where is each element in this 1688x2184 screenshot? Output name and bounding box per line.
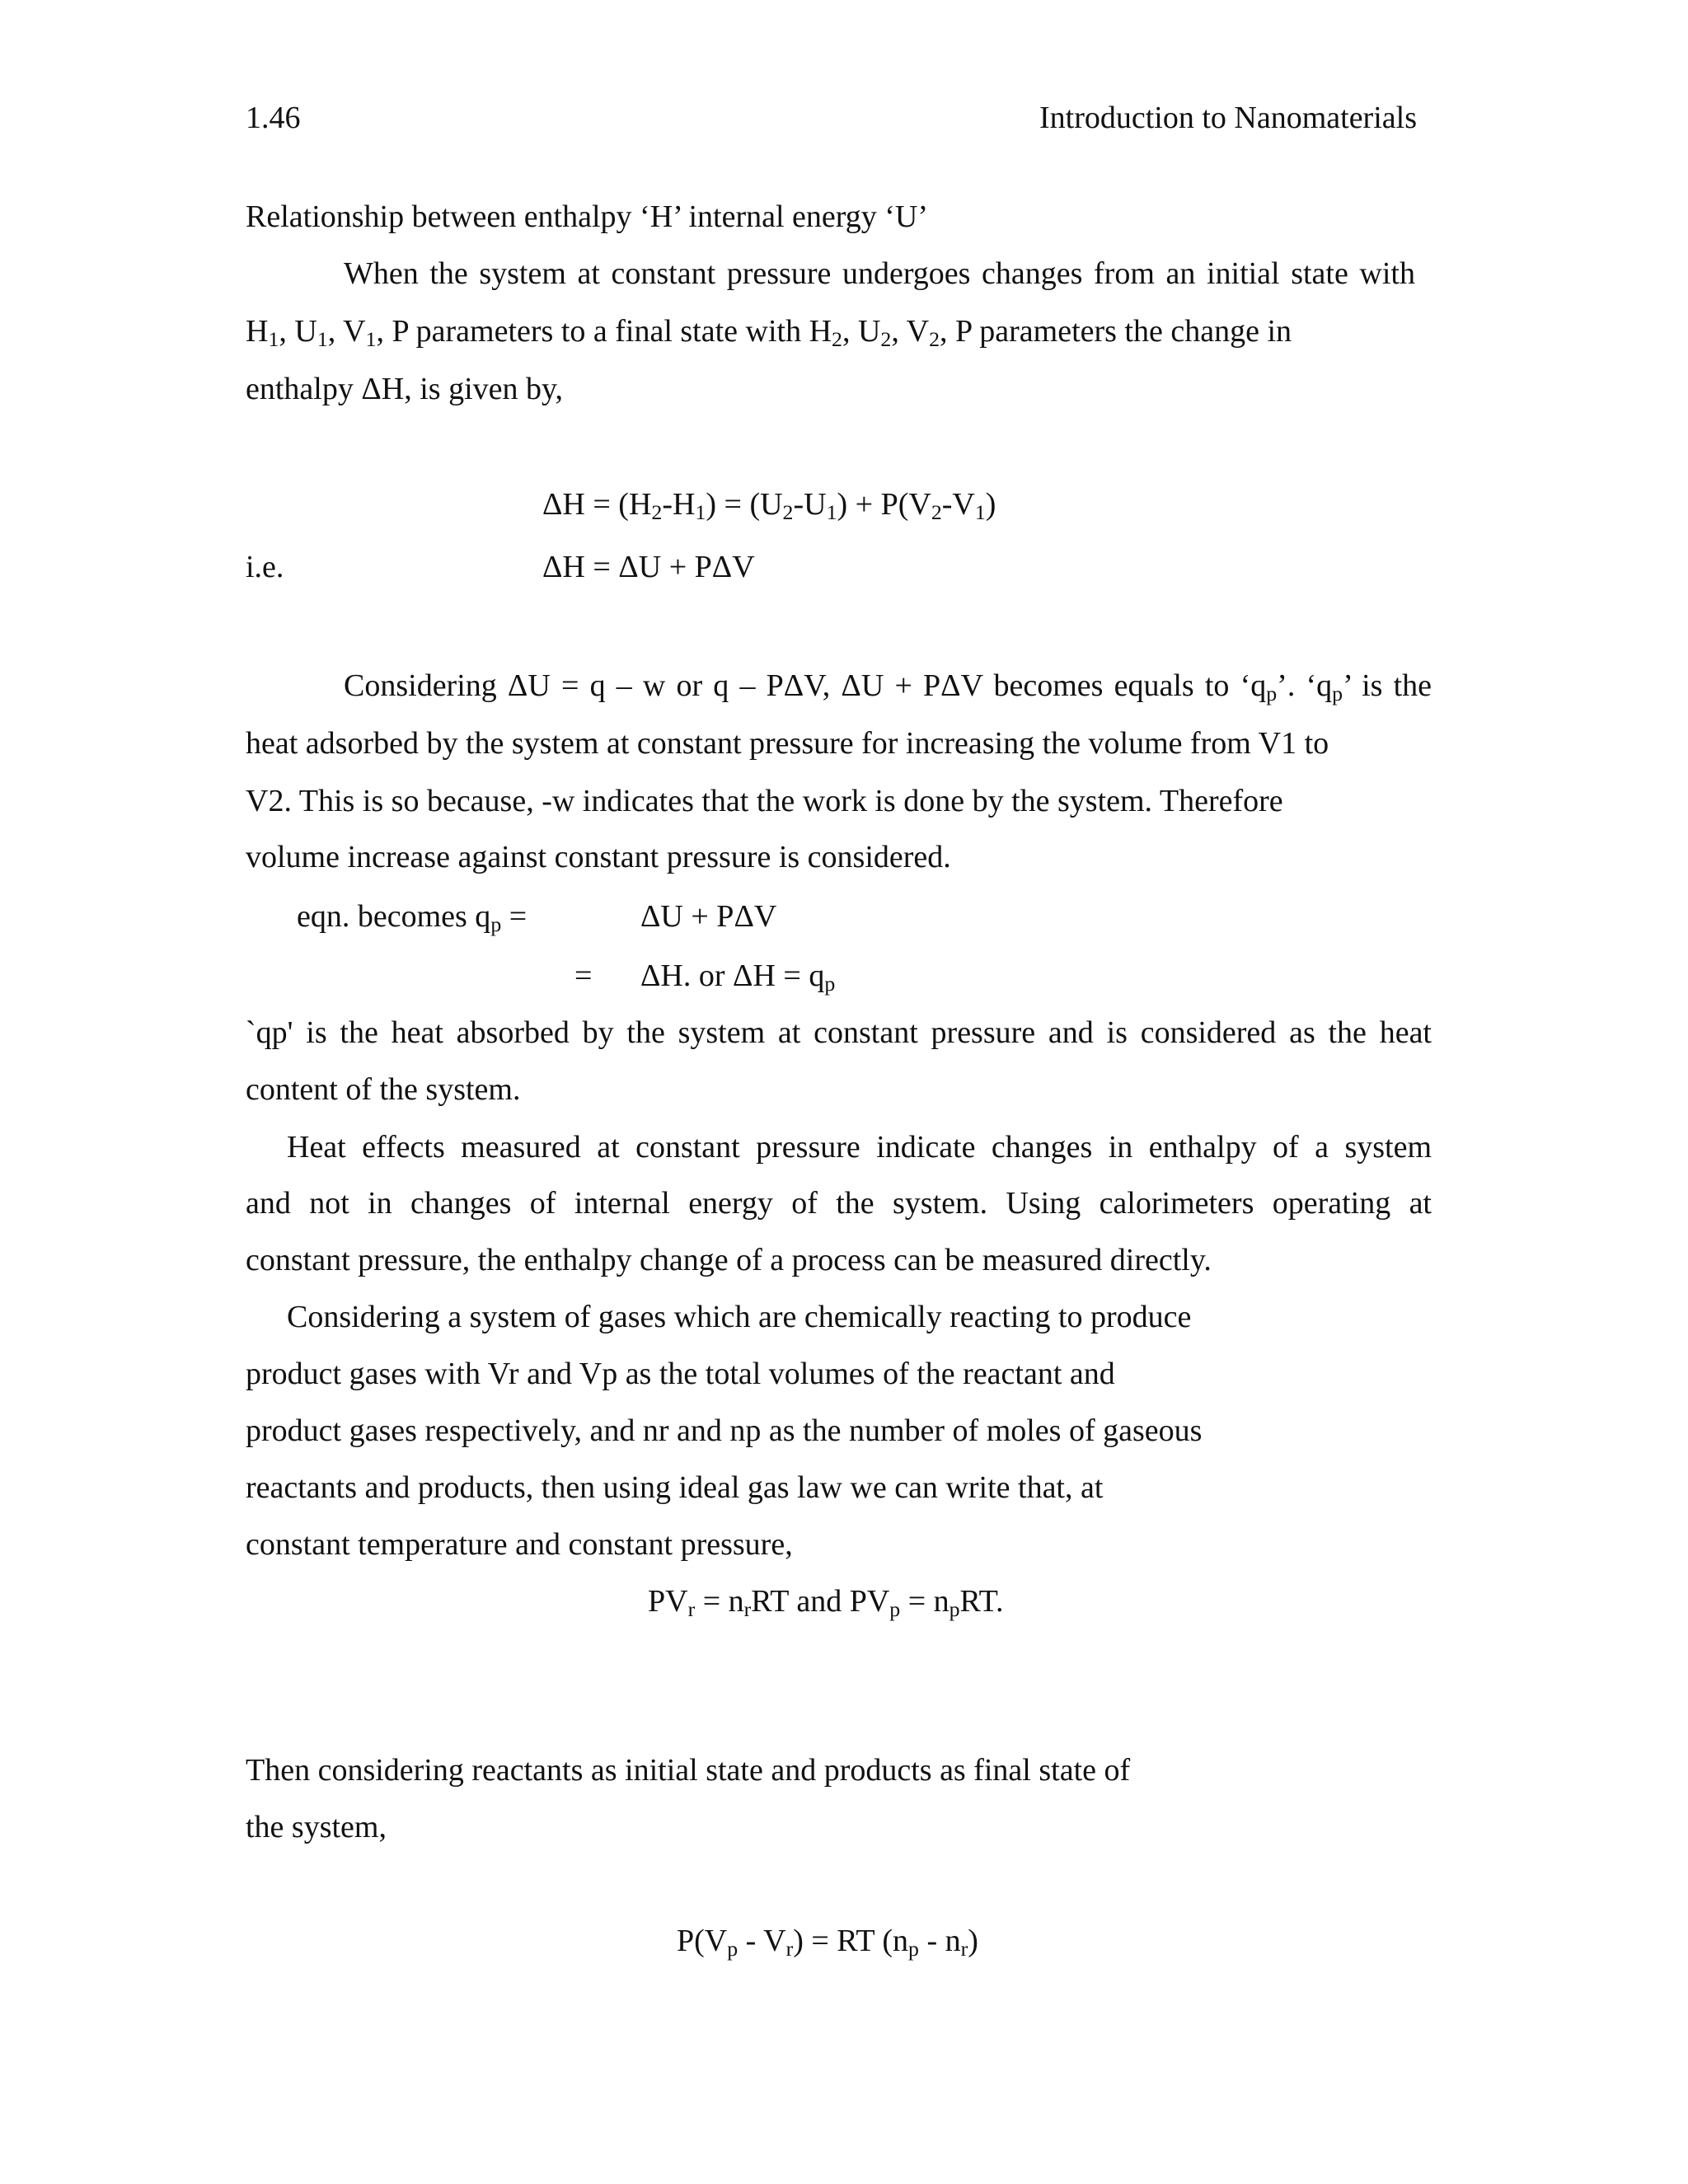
running-title: Introduction to Nanomaterials: [1039, 101, 1417, 135]
equation-enthalpy-summary: ΔH = ΔU + PΔV: [542, 550, 755, 584]
paragraph-5-line-4: reactants and products, then using ideal gas law we can write that, at: [246, 1470, 1104, 1505]
paragraph-5-line-1: Considering a system of gases which are chemically reacting to produce: [287, 1300, 1192, 1334]
section-heading: Relationship between enthalpy ‘H’ internal energy ‘U’: [246, 199, 928, 234]
equation-ideal-gas: $PV_r = n_rRT$ and $PV_p = n_pRT$.: [648, 1584, 1004, 1621]
page-number: 1.46: [246, 101, 301, 135]
paragraph-5-line-2: product gases with Vr and Vp as the total volumes of the reactant and: [246, 1357, 1115, 1391]
paragraph-5-line-3: product gases respectively, and nr and np as the number of moles of gaseous: [246, 1413, 1203, 1448]
paragraph-2-line-3: V2. This is so because, -w indicates that the work is done by the system. Therefore: [246, 784, 1283, 818]
paragraph-1-line-3: enthalpy ΔH, is given by,: [246, 372, 564, 406]
paragraph-1-line-2: $H_1$, $U_1$, $V_1$, P parameters to a final state with $H_2$, $U_2$, $V_2$, P parameters the change in: [246, 314, 1292, 351]
paragraph-4-line-2: and not in changes of internal energy of the system. Using calorimeters operating at: [246, 1186, 1432, 1221]
equation-label-ie: i.e.: [246, 550, 284, 584]
paragraph-2-line-1: Considering ΔU = q – w or q – PΔV, ΔU + PΔV becomes equals to ‘$q_p$’. ‘$q_p$’ is the: [344, 668, 1432, 705]
paragraph-3-line-1: `qp' is the heat absorbed by the system at constant pressure and is considered as the heat: [246, 1015, 1432, 1050]
paragraph-2-line-4: volume increase against constant pressure is considered.: [246, 840, 951, 874]
paragraph-5-line-5: constant temperature and constant pressure,: [246, 1527, 793, 1562]
paragraph-2-line-2: heat adsorbed by the system at constant pressure for increasing the volume from V1 to: [246, 726, 1329, 761]
paragraph-3-line-2: content of the system.: [246, 1072, 521, 1107]
equation-equals-sign: =: [574, 958, 593, 993]
paragraph-6-line-2: the system,: [246, 1810, 387, 1844]
equation-qp-label: eqn. becomes $q_p$ =: [297, 899, 528, 936]
equation-pressure-volume: $P(V_p - V_r)$ = RT $(n_p - n_r)$: [677, 1924, 978, 1961]
equation-qp-rhs: ΔU + PΔV: [640, 899, 777, 934]
paragraph-4-line-1: Heat effects measured at constant pressure indicate changes in enthalpy of a system: [287, 1130, 1432, 1165]
equation-dh-equals-qp: ΔH. or $\Delta H = q_p$: [640, 958, 836, 996]
paragraph-1-line-1: When the system at constant pressure undergoes changes from an initial state with: [344, 256, 1415, 291]
equation-enthalpy-change: $\Delta H = (H_2-H_1) = (U_2-U_1) + P(V_2-V_1)$: [542, 487, 996, 524]
paragraph-4-line-3: constant pressure, the enthalpy change of a process can be measured directly.: [246, 1243, 1212, 1277]
paragraph-6-line-1: Then considering reactants as initial state and products as final state of: [246, 1753, 1131, 1788]
